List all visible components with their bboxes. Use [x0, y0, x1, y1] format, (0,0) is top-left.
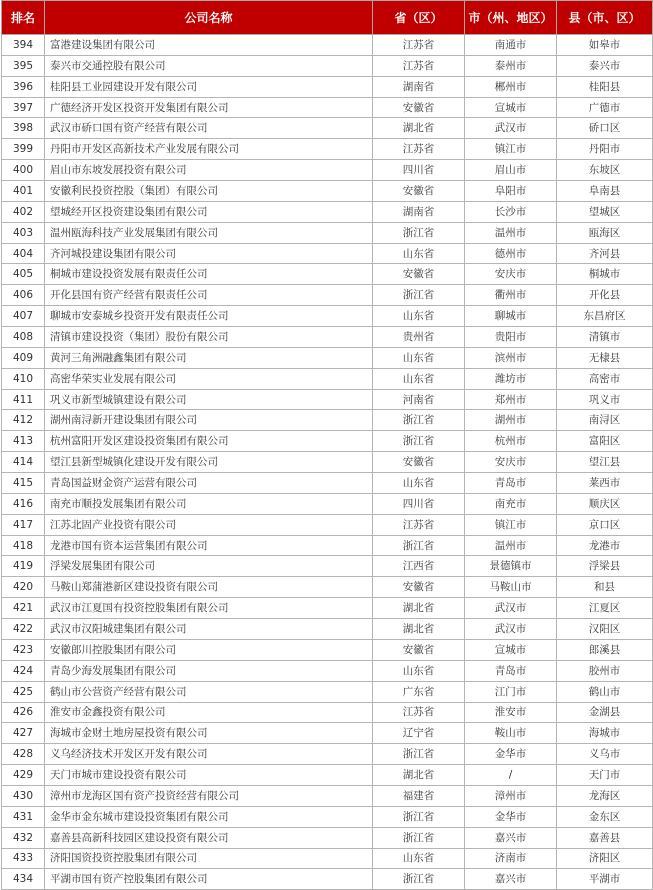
- province-cell: 浙江省: [373, 410, 465, 431]
- province-cell: 浙江省: [373, 869, 465, 890]
- rank-cell: 400: [2, 160, 45, 181]
- city-cell: 长沙市: [465, 201, 557, 222]
- province-cell: 四川省: [373, 493, 465, 514]
- province-cell: 江苏省: [373, 702, 465, 723]
- province-cell: 山东省: [373, 306, 465, 327]
- county-cell: 东坡区: [557, 160, 653, 181]
- company-name-cell: 清镇市建设投资（集团）股份有限公司: [45, 327, 373, 348]
- county-cell: 高密市: [557, 368, 653, 389]
- county-cell: 阜南县: [557, 181, 653, 202]
- company-name-cell: 金华市金东城市建设投资集团有限公司: [45, 806, 373, 827]
- city-cell: 安庆市: [465, 264, 557, 285]
- company-name-cell: 天门市城市建设投资有限公司: [45, 765, 373, 786]
- county-cell: 金东区: [557, 806, 653, 827]
- rank-cell: 409: [2, 347, 45, 368]
- city-cell: 漳州市: [465, 785, 557, 806]
- province-cell: 四川省: [373, 160, 465, 181]
- company-name-cell: 桂阳县工业园建设开发有限公司: [45, 76, 373, 97]
- table-row: [2, 201, 653, 222]
- county-cell: 瓯海区: [557, 222, 653, 243]
- county-cell: 无棣县: [557, 347, 653, 368]
- table-row: [2, 869, 653, 890]
- table-row: [2, 556, 653, 577]
- table-row: [2, 222, 653, 243]
- city-cell: 嘉兴市: [465, 869, 557, 890]
- rank-cell: 423: [2, 639, 45, 660]
- city-cell: 聊城市: [465, 306, 557, 327]
- county-cell: 丹阳市: [557, 139, 653, 160]
- province-cell: 贵州省: [373, 327, 465, 348]
- header-province: 省（区）: [373, 1, 465, 35]
- province-cell: 山东省: [373, 473, 465, 494]
- rank-cell: 402: [2, 201, 45, 222]
- rank-cell: 401: [2, 181, 45, 202]
- city-cell: 宣城市: [465, 97, 557, 118]
- company-name-cell: 聊城市安泰城乡投资开发有限责任公司: [45, 306, 373, 327]
- province-cell: 浙江省: [373, 827, 465, 848]
- province-cell: 江苏省: [373, 514, 465, 535]
- province-cell: 山东省: [373, 848, 465, 869]
- city-cell: 淮安市: [465, 702, 557, 723]
- city-cell: 泰州市: [465, 55, 557, 76]
- province-cell: 山东省: [373, 347, 465, 368]
- company-name-cell: 富港建设集团有限公司: [45, 35, 373, 56]
- table-row: [2, 368, 653, 389]
- header-county: 县（市、区）: [557, 1, 653, 35]
- rank-cell: 417: [2, 514, 45, 535]
- rank-cell: 395: [2, 55, 45, 76]
- county-cell: 齐河县: [557, 243, 653, 264]
- table-row: [2, 389, 653, 410]
- county-cell: 义乌市: [557, 744, 653, 765]
- province-cell: 浙江省: [373, 431, 465, 452]
- city-cell: 金华市: [465, 744, 557, 765]
- table-row: [2, 785, 653, 806]
- header-company: 公司名称: [45, 1, 373, 35]
- table-row: [2, 410, 653, 431]
- table-row: [2, 306, 653, 327]
- header-city: 市（州、地区）: [465, 1, 557, 35]
- city-cell: 马鞍山市: [465, 577, 557, 598]
- table-row: [2, 431, 653, 452]
- city-cell: 湖州市: [465, 410, 557, 431]
- company-name-cell: 眉山市东坡发展投资有限公司: [45, 160, 373, 181]
- province-cell: 湖南省: [373, 76, 465, 97]
- rank-cell: 411: [2, 389, 45, 410]
- province-cell: 山东省: [373, 243, 465, 264]
- company-name-cell: 鹤山市公营资产经营有限公司: [45, 681, 373, 702]
- city-cell: 南通市: [465, 35, 557, 56]
- rank-cell: 396: [2, 76, 45, 97]
- rank-cell: 397: [2, 97, 45, 118]
- table-row: [2, 514, 653, 535]
- province-cell: 安徽省: [373, 577, 465, 598]
- city-cell: 济南市: [465, 848, 557, 869]
- province-cell: 安徽省: [373, 264, 465, 285]
- table-row: [2, 723, 653, 744]
- company-name-cell: 杭州富阳开发区建设投资集团有限公司: [45, 431, 373, 452]
- company-name-cell: 江苏北固产业投资有限公司: [45, 514, 373, 535]
- county-cell: 浮梁县: [557, 556, 653, 577]
- company-name-cell: 武汉市硚口国有资产经营有限公司: [45, 118, 373, 139]
- county-cell: 龙海区: [557, 785, 653, 806]
- rank-cell: 413: [2, 431, 45, 452]
- company-name-cell: 桐城市建设投资发展有限责任公司: [45, 264, 373, 285]
- province-cell: 湖南省: [373, 201, 465, 222]
- county-cell: 济阳区: [557, 848, 653, 869]
- table-row: [2, 681, 653, 702]
- company-name-cell: 武汉市汉阳城建集团有限公司: [45, 619, 373, 640]
- company-name-cell: 黄河三角洲融鑫集团有限公司: [45, 347, 373, 368]
- province-cell: 浙江省: [373, 806, 465, 827]
- company-name-cell: 南充市顺投发展集团有限公司: [45, 493, 373, 514]
- rank-cell: 429: [2, 765, 45, 786]
- table-row: [2, 181, 653, 202]
- city-cell: 武汉市: [465, 619, 557, 640]
- county-cell: 平湖市: [557, 869, 653, 890]
- province-cell: 湖北省: [373, 765, 465, 786]
- county-cell: 硚口区: [557, 118, 653, 139]
- rank-cell: 425: [2, 681, 45, 702]
- city-cell: 贵阳市: [465, 327, 557, 348]
- province-cell: 安徽省: [373, 97, 465, 118]
- table-row: [2, 264, 653, 285]
- county-cell: 郎溪县: [557, 639, 653, 660]
- company-name-cell: 海城市金财土地房屋投资有限公司: [45, 723, 373, 744]
- county-cell: 京口区: [557, 514, 653, 535]
- table-row: [2, 827, 653, 848]
- rank-cell: 412: [2, 410, 45, 431]
- county-cell: 金湖县: [557, 702, 653, 723]
- table-row: [2, 118, 653, 139]
- province-cell: 安徽省: [373, 181, 465, 202]
- city-cell: 眉山市: [465, 160, 557, 181]
- company-name-cell: 巩义市新型城镇建设有限公司: [45, 389, 373, 410]
- county-cell: 望城区: [557, 201, 653, 222]
- county-cell: 桐城市: [557, 264, 653, 285]
- city-cell: 鞍山市: [465, 723, 557, 744]
- city-cell: 武汉市: [465, 118, 557, 139]
- province-cell: 浙江省: [373, 535, 465, 556]
- city-cell: 镇江市: [465, 139, 557, 160]
- county-cell: 江夏区: [557, 598, 653, 619]
- county-cell: 开化县: [557, 285, 653, 306]
- city-cell: /: [465, 765, 557, 786]
- rank-cell: 421: [2, 598, 45, 619]
- province-cell: 河南省: [373, 389, 465, 410]
- table-row: [2, 535, 653, 556]
- ranking-table: [1, 0, 653, 890]
- city-cell: 衢州市: [465, 285, 557, 306]
- table-row: [2, 848, 653, 869]
- rank-cell: 403: [2, 222, 45, 243]
- rank-cell: 404: [2, 243, 45, 264]
- province-cell: 广东省: [373, 681, 465, 702]
- company-name-cell: 广德经济开发区投资开发集团有限公司: [45, 97, 373, 118]
- header-row: [2, 1, 653, 35]
- city-cell: 德州市: [465, 243, 557, 264]
- county-cell: 顺庆区: [557, 493, 653, 514]
- company-name-cell: 安徽郎川控股集团有限公司: [45, 639, 373, 660]
- rank-cell: 432: [2, 827, 45, 848]
- rank-cell: 434: [2, 869, 45, 890]
- city-cell: 金华市: [465, 806, 557, 827]
- rank-cell: 415: [2, 473, 45, 494]
- company-name-cell: 望江县新型城镇化建设开发有限公司: [45, 452, 373, 473]
- city-cell: 温州市: [465, 222, 557, 243]
- rank-cell: 418: [2, 535, 45, 556]
- province-cell: 湖北省: [373, 598, 465, 619]
- province-cell: 浙江省: [373, 222, 465, 243]
- province-cell: 浙江省: [373, 285, 465, 306]
- table-row: [2, 598, 653, 619]
- company-name-cell: 马鞍山郑蒲港新区建设投资有限公司: [45, 577, 373, 598]
- city-cell: 郴州市: [465, 76, 557, 97]
- company-name-cell: 开化县国有资产经营有限责任公司: [45, 285, 373, 306]
- province-cell: 福建省: [373, 785, 465, 806]
- table-row: [2, 660, 653, 681]
- province-cell: 山东省: [373, 660, 465, 681]
- rank-cell: 398: [2, 118, 45, 139]
- city-cell: 安庆市: [465, 452, 557, 473]
- city-cell: 杭州市: [465, 431, 557, 452]
- header-rank: 排名: [2, 1, 45, 35]
- province-cell: 江西省: [373, 556, 465, 577]
- province-cell: 湖北省: [373, 619, 465, 640]
- province-cell: 安徽省: [373, 639, 465, 660]
- company-name-cell: 齐河城投建设集团有限公司: [45, 243, 373, 264]
- table-row: [2, 35, 653, 56]
- rank-cell: 416: [2, 493, 45, 514]
- county-cell: 如皋市: [557, 35, 653, 56]
- city-cell: 滨州市: [465, 347, 557, 368]
- table-row: [2, 702, 653, 723]
- table-row: [2, 619, 653, 640]
- table-row: [2, 639, 653, 660]
- city-cell: 嘉兴市: [465, 827, 557, 848]
- company-name-cell: 丹阳市开发区高新技术产业发展有限公司: [45, 139, 373, 160]
- company-name-cell: 济阳国资投资控股集团有限公司: [45, 848, 373, 869]
- province-cell: 江苏省: [373, 35, 465, 56]
- county-cell: 龙港市: [557, 535, 653, 556]
- table-row: [2, 285, 653, 306]
- city-cell: 武汉市: [465, 598, 557, 619]
- county-cell: 东昌府区: [557, 306, 653, 327]
- county-cell: 泰兴市: [557, 55, 653, 76]
- rank-cell: 420: [2, 577, 45, 598]
- rank-cell: 405: [2, 264, 45, 285]
- rank-cell: 431: [2, 806, 45, 827]
- county-cell: 桂阳县: [557, 76, 653, 97]
- city-cell: 阜阳市: [465, 181, 557, 202]
- county-cell: 富阳区: [557, 431, 653, 452]
- rank-cell: 410: [2, 368, 45, 389]
- city-cell: 南充市: [465, 493, 557, 514]
- company-name-cell: 望城经开区投资建设集团有限公司: [45, 201, 373, 222]
- company-name-cell: 义乌经济技术开发区开发有限公司: [45, 744, 373, 765]
- rank-cell: 428: [2, 744, 45, 765]
- rank-cell: 407: [2, 306, 45, 327]
- county-cell: 天门市: [557, 765, 653, 786]
- rank-cell: 394: [2, 35, 45, 56]
- rank-cell: 414: [2, 452, 45, 473]
- table-row: [2, 243, 653, 264]
- city-cell: 镇江市: [465, 514, 557, 535]
- county-cell: 广德市: [557, 97, 653, 118]
- rank-cell: 422: [2, 619, 45, 640]
- company-name-cell: 浮梁发展集团有限公司: [45, 556, 373, 577]
- county-cell: 和县: [557, 577, 653, 598]
- table-row: [2, 493, 653, 514]
- table-row: [2, 55, 653, 76]
- table-row: [2, 806, 653, 827]
- company-name-cell: 平湖市国有资产控股集团有限公司: [45, 869, 373, 890]
- province-cell: 江苏省: [373, 55, 465, 76]
- table-row: [2, 139, 653, 160]
- company-name-cell: 嘉善县高新科技园区建设投资有限公司: [45, 827, 373, 848]
- table-row: [2, 327, 653, 348]
- company-name-cell: 泰兴市交通控股有限公司: [45, 55, 373, 76]
- county-cell: 南浔区: [557, 410, 653, 431]
- table-row: [2, 577, 653, 598]
- rank-cell: 424: [2, 660, 45, 681]
- table-row: [2, 160, 653, 181]
- company-name-cell: 湖州南浔新开建设集团有限公司: [45, 410, 373, 431]
- company-name-cell: 龙港市国有资本运营集团有限公司: [45, 535, 373, 556]
- county-cell: 莱西市: [557, 473, 653, 494]
- table-row: [2, 744, 653, 765]
- company-name-cell: 武汉市江夏国有投资控股集团有限公司: [45, 598, 373, 619]
- province-cell: 辽宁省: [373, 723, 465, 744]
- city-cell: 青岛市: [465, 660, 557, 681]
- table-row: [2, 765, 653, 786]
- city-cell: 江门市: [465, 681, 557, 702]
- rank-cell: 426: [2, 702, 45, 723]
- rank-cell: 433: [2, 848, 45, 869]
- table-row: [2, 347, 653, 368]
- table-row: [2, 76, 653, 97]
- company-name-cell: 青岛国益财金资产运营有限公司: [45, 473, 373, 494]
- county-cell: 胶州市: [557, 660, 653, 681]
- rank-cell: 399: [2, 139, 45, 160]
- city-cell: 潍坊市: [465, 368, 557, 389]
- company-name-cell: 高密华荣实业发展有限公司: [45, 368, 373, 389]
- province-cell: 安徽省: [373, 452, 465, 473]
- county-cell: 巩义市: [557, 389, 653, 410]
- city-cell: 宣城市: [465, 639, 557, 660]
- table-row: [2, 473, 653, 494]
- county-cell: 望江县: [557, 452, 653, 473]
- city-cell: 青岛市: [465, 473, 557, 494]
- county-cell: 鹤山市: [557, 681, 653, 702]
- province-cell: 湖北省: [373, 118, 465, 139]
- city-cell: 温州市: [465, 535, 557, 556]
- table-row: [2, 97, 653, 118]
- county-cell: 清镇市: [557, 327, 653, 348]
- county-cell: 嘉善县: [557, 827, 653, 848]
- rank-cell: 408: [2, 327, 45, 348]
- city-cell: 郑州市: [465, 389, 557, 410]
- company-name-cell: 青岛少海发展集团有限公司: [45, 660, 373, 681]
- rank-cell: 406: [2, 285, 45, 306]
- rank-cell: 430: [2, 785, 45, 806]
- company-name-cell: 温州瓯海科技产业发展集团有限公司: [45, 222, 373, 243]
- company-name-cell: 淮安市金鑫投资有限公司: [45, 702, 373, 723]
- province-cell: 浙江省: [373, 744, 465, 765]
- rank-cell: 427: [2, 723, 45, 744]
- province-cell: 江苏省: [373, 139, 465, 160]
- county-cell: 海城市: [557, 723, 653, 744]
- province-cell: 山东省: [373, 368, 465, 389]
- company-name-cell: 漳州市龙海区国有资产投资经营有限公司: [45, 785, 373, 806]
- table-row: [2, 452, 653, 473]
- company-name-cell: 安徽利民投资控股（集团）有限公司: [45, 181, 373, 202]
- rank-cell: 419: [2, 556, 45, 577]
- city-cell: 景德镇市: [465, 556, 557, 577]
- county-cell: 汉阳区: [557, 619, 653, 640]
- table-body: [2, 35, 653, 890]
